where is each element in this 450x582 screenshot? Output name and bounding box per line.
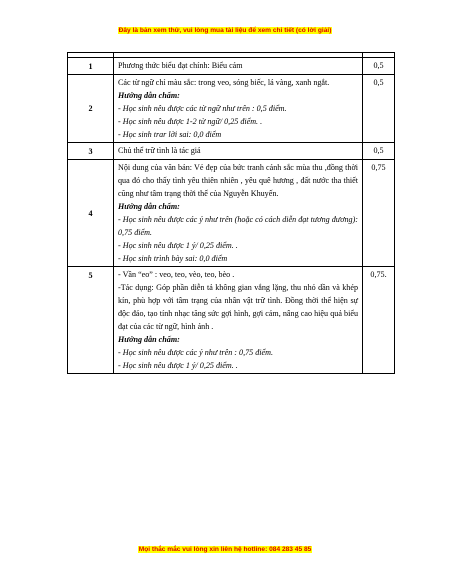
score-cell: 0,5: [363, 75, 395, 143]
table-row: [68, 58, 395, 75]
grading-guide-line: - Học sinh nêu được các ý như trên (hoặc có cách diễn đạt tương đương): 0,75 điểm.: [118, 215, 358, 237]
score-cell: 0,75.: [363, 267, 395, 374]
answer-cell: [114, 58, 363, 75]
grading-guide-title: Hướng dẫn chấm:: [118, 91, 180, 100]
preview-notice-banner: [0, 27, 450, 34]
grading-guide-line: - Học sinh nêu được 1 ý/ 0,25 điểm. .: [118, 241, 238, 250]
grading-guide-line: - Học sinh nêu được 1 ý/ 0,25 điểm. .: [118, 361, 238, 370]
score-cell: 0,5: [363, 143, 395, 160]
answer-text: Phương thức biểu đạt chính: Biểu cảm: [118, 61, 243, 70]
grading-guide-line: - Học sinh nêu được 1-2 từ ngữ/ 0,25 điểm. .: [118, 117, 263, 126]
grading-guide-line: - Học sinh trar lời sai: 0,0 điểm: [118, 130, 222, 139]
question-number: 1: [68, 58, 114, 75]
table-row: [68, 160, 395, 267]
score-cell: 0,75: [363, 160, 395, 267]
grading-guide-title: Hướng dẫn chấm:: [118, 335, 180, 344]
question-number: 2: [68, 75, 114, 143]
score-cell: 0,5: [363, 58, 395, 75]
answer-cell: [114, 160, 363, 267]
answer-text: - Vần “eo” : veo, teo, vèo, teo, bèo .: [118, 270, 235, 279]
answer-cell: [114, 75, 363, 143]
question-number: 3: [68, 143, 114, 160]
grading-guide-title: Hướng dẫn chấm:: [118, 202, 180, 211]
question-number: 5: [68, 267, 114, 374]
contact-notice-banner: [0, 546, 450, 553]
answer-text: -Tác dụng: Góp phần diễn tả không gian vắng lặng, thu nhỏ dần và khép kín, phù hợp với tâm trạng của nhân vật trữ tình. Đồng thời thể hiện sự độc đáo, tạo tính nhạc tăng sức gợi hình, gợi cảm, nâng cao hiệu quả biểu đạt của các từ ngữ, hình ảnh .: [118, 283, 358, 331]
preview-notice-text: Đây là bản xem thử, vui lòng mua tài liệu để xem chi tiết (có lời giải): [118, 27, 332, 34]
answer-text: Nội dung của văn bản: Vẻ đẹp của bức tranh cảnh sắc mùa thu ,đồng thời qua đó cho thấy tình yêu thiên nhiên , yêu quê hương , đất nước tha thiết cũng như tâm trạng thời thế của Nguyễn Khuyến.: [118, 163, 358, 198]
grading-guide-line: - Học sinh nêu được các ý như trên : 0,75 điểm.: [118, 348, 273, 357]
question-number: 4: [68, 160, 114, 267]
grading-guide-line: - Học sinh nêu được các từ ngữ như trên : 0,5 điểm.: [118, 104, 287, 113]
table-row: [68, 143, 395, 160]
table-row: [68, 267, 395, 374]
table-row: [68, 75, 395, 143]
grading-guide-line: - Học sinh trình bày sai: 0,0 điểm: [118, 254, 228, 263]
answer-text: Chủ thể trữ tình là tác giả: [118, 146, 201, 155]
answer-cell: [114, 267, 363, 374]
grading-table: [67, 52, 395, 374]
answer-text: Các từ ngữ chỉ màu sắc: trong veo, sóng biếc, lá vàng, xanh ngắt.: [118, 78, 330, 87]
contact-notice-text: Mọi thắc mắc vui lòng xin liên hệ hotline: 084 283 45 85: [138, 546, 312, 553]
answer-cell: [114, 143, 363, 160]
